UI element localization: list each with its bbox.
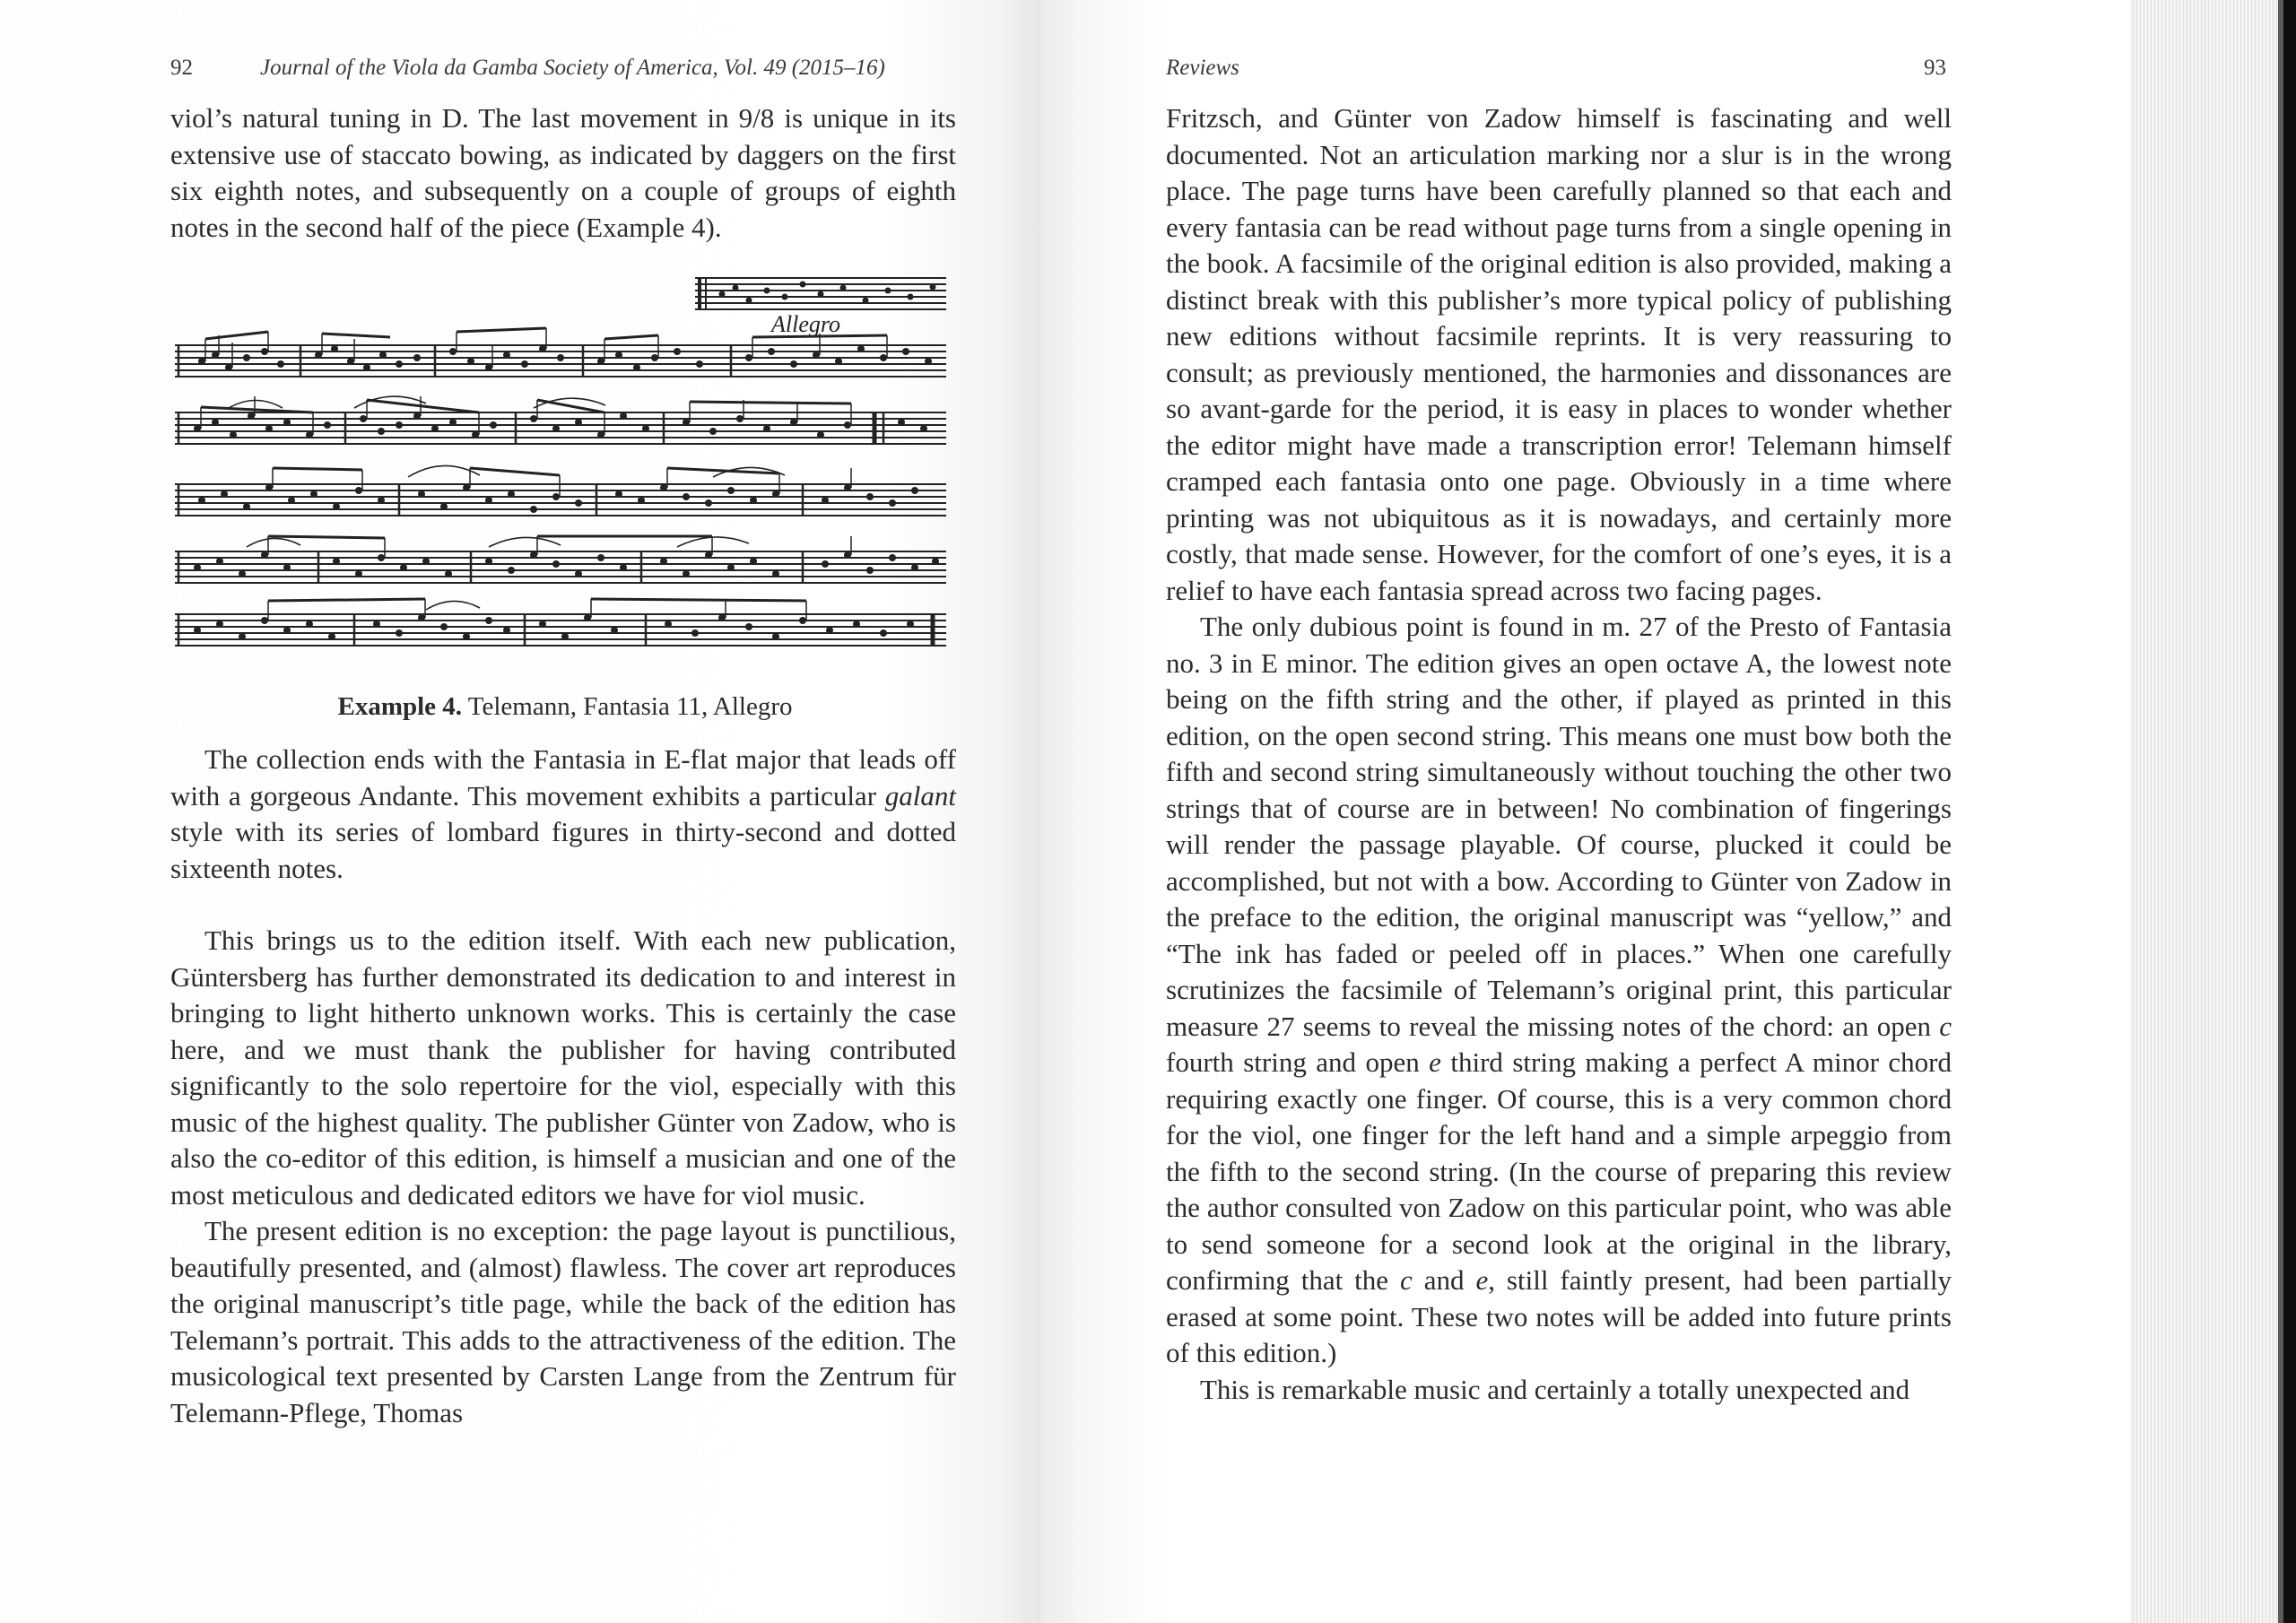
page-number-right: 93 [1924, 56, 1946, 80]
left-text-top [170, 100, 956, 246]
beams [201, 328, 887, 601]
cover-edge [2283, 0, 2296, 1623]
left-text-bottom [170, 742, 956, 1431]
paragraph: The only dubious point is found in m. 27 of the Presto of Fantasia no. 3 in E minor. The edition gives an open octave A, the lowest note being on the fifth string and the other, if played as printed in this edition, on the open second string. This means one must bow both the fifth and second string simultaneously without touching the other two strings that of course are in between! No combination of fingerings will render the passage playable. Of course, plucked it could be accomplished, but not with a bow. According to Günter von Zadow in the preface to the edition, the original manuscript was “yellow,” and “The ink has faded or peeled off in places.” When one carefully scrutinizes the facsimile of Telemann’s original print, this particular measure 27 seems to reveal the missing notes of the chord: an open c fourth string and open e third string making a perfect A minor chord requiring exactly one finger. Of course, this is a very common chord for the viol, one finger for the left hand and a simple arpeggio from the fifth to the second string. (In the course of preparing this review the author consulted von Zadow on this particular point, who was able to send someone for a second look at the original in the library, confirming that the c and e, still faintly present, had been partially erased at some point. These two notes will be added into future prints of this edition.) [1166, 611, 1952, 1368]
left-page [0, 0, 1040, 1623]
paragraph: This is remarkable music and certainly a totally unexpected and [1200, 1373, 1910, 1405]
caption-label: Example 4. [337, 692, 463, 721]
paragraph: The collection ends with the Fantasia in E-flat major that leads off with a gorgeous Andante. This movement exhibits a particular galant style with its series of lombard figures in thirty-second and dotted sixteenth notes. [170, 743, 956, 884]
book-page-edges [2130, 0, 2296, 1623]
tempo-marking: Allegro [771, 311, 841, 337]
figure-caption [170, 692, 960, 722]
journal-title: Journal of the Viola da Gamba Society of America, Vol. 49 (2015–16) [260, 56, 885, 80]
running-head-left [260, 56, 885, 81]
staff-2 [175, 412, 946, 444]
paragraph: This brings us to the edition itself. With each new publication, Güntersberg has further demonstrated its dedication to and interest in bringing to light hitherto unknown works. This is certainly the case here, and we must thank the publisher for having contributed significantly to the solo repertoire for the viol, especially with this music of the highest quality. The publisher Günter von Zadow, who is also the co-editor of this edition, is himself a musician and one of the most meticulous and dedicated editors we have for viol music. [170, 924, 956, 1211]
paragraph: Fritzsch, and Günter von Zadow himself is fascinating and well documented. Not an articulation marking nor a slur is in the wrong place. The page turns have been carefully planned so that each and every fantasia can be read without page turns from a single opening in the book. A facsimile of the original edition is also provided, making a distinct break with this publisher’s more typical policy of publishing new editions without facsimile reprints. It is very reassuring to consult; as previously mentioned, the harmonies and dissonances are so avant-garde for the period, it is easy in places to wonder whether the editor might have made a transcription error! Telemann himself cramped each fantasia onto one page. Obviously in a time where printing was not ubiquitous as it is nowadays, and certainly more costly, that made sense. However, for the comfort of one’s eyes, it is a relief to have each fantasia spread across two facing pages. [1166, 102, 1952, 606]
right-text [1166, 100, 1952, 1408]
staff-4 [175, 551, 946, 583]
page-number-left: 92 [170, 56, 193, 80]
music-example-4 [175, 269, 946, 655]
paragraph: viol’s natural tuning in D. The last movement in 9/8 is unique in its extensive use of staccato bowing, as indicated by daggers on the first six eighth notes, and subsequently on a couple of groups of eighth notes in the second half of the piece (Example 4). [170, 102, 956, 243]
running-head-right: Reviews [1166, 56, 1239, 80]
paragraph: The present edition is no exception: the page layout is punctilious, beautifully presented, and (almost) flawless. The cover art reproduces the original manuscript’s title page, while the back of the edition has Telemann’s portrait. This adds to the attractiveness of the edition. The musicological text presented by Carsten Lange from the Zentrum für Telemann-Pflege, Thomas [170, 1215, 956, 1428]
right-page [1040, 0, 2130, 1623]
caption-text: Telemann, Fantasia 11, Allegro [467, 692, 793, 721]
